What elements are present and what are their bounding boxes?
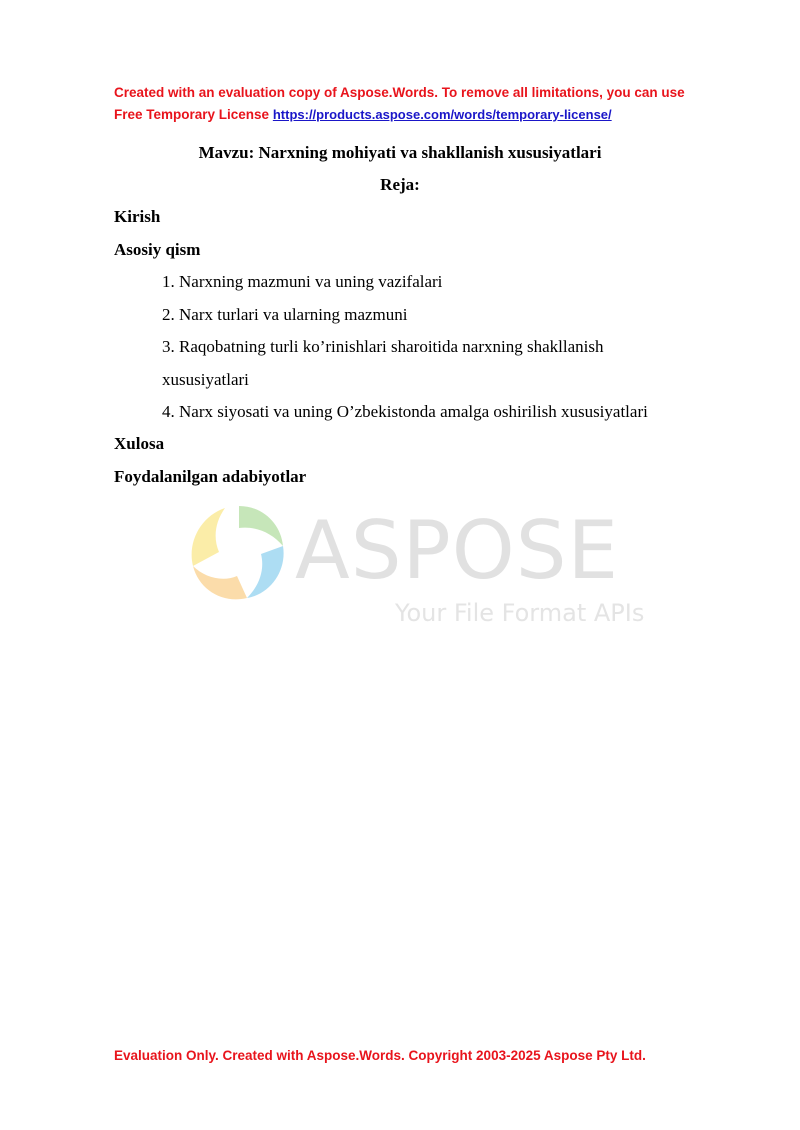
section-intro: Kirish bbox=[114, 207, 161, 226]
aspose-watermark bbox=[183, 498, 683, 638]
evaluation-notice-line2 bbox=[114, 104, 734, 126]
list-item: 3. Raqobatning turli ko’rinishlari sharoitida narxning shakllanish bbox=[162, 337, 604, 356]
plan-heading: Reja: bbox=[380, 175, 420, 194]
evaluation-footer: Evaluation Only. Created with Aspose.Words. Copyright 2003-2025 Aspose Pty Ltd. bbox=[114, 1048, 646, 1063]
section-main-part: Asosiy qism bbox=[114, 240, 201, 259]
evaluation-notice-license-label: Free Temporary License bbox=[114, 107, 270, 122]
list-item: 4. Narx siyosati va uning O’zbekistonda amalga oshirilish xususiyatlari bbox=[162, 402, 648, 421]
list-item-continuation: xususiyatlari bbox=[162, 370, 249, 389]
list-item: 1. Narxning mazmuni va uning vazifalari bbox=[162, 272, 443, 291]
section-conclusion: Xulosa bbox=[114, 434, 165, 453]
watermark-tagline: Your File Format APIs bbox=[395, 599, 645, 627]
watermark-brand: ASPOSE bbox=[295, 504, 620, 597]
section-references: Foydalanilgan adabiyotlar bbox=[114, 467, 307, 486]
aspose-swirl-icon bbox=[183, 498, 295, 608]
temporary-license-link[interactable]: https://products.aspose.com/words/temporary-license/ bbox=[272, 107, 612, 122]
evaluation-notice-line1: Created with an evaluation copy of Aspose.Words. To remove all limitations, you can use bbox=[114, 85, 685, 100]
document-title: Mavzu: Narxning mohiyati va shakllanish xususiyatlari bbox=[198, 143, 602, 162]
evaluation-notice bbox=[114, 82, 734, 126]
list-item: 2. Narx turlari va ularning mazmuni bbox=[162, 305, 408, 324]
